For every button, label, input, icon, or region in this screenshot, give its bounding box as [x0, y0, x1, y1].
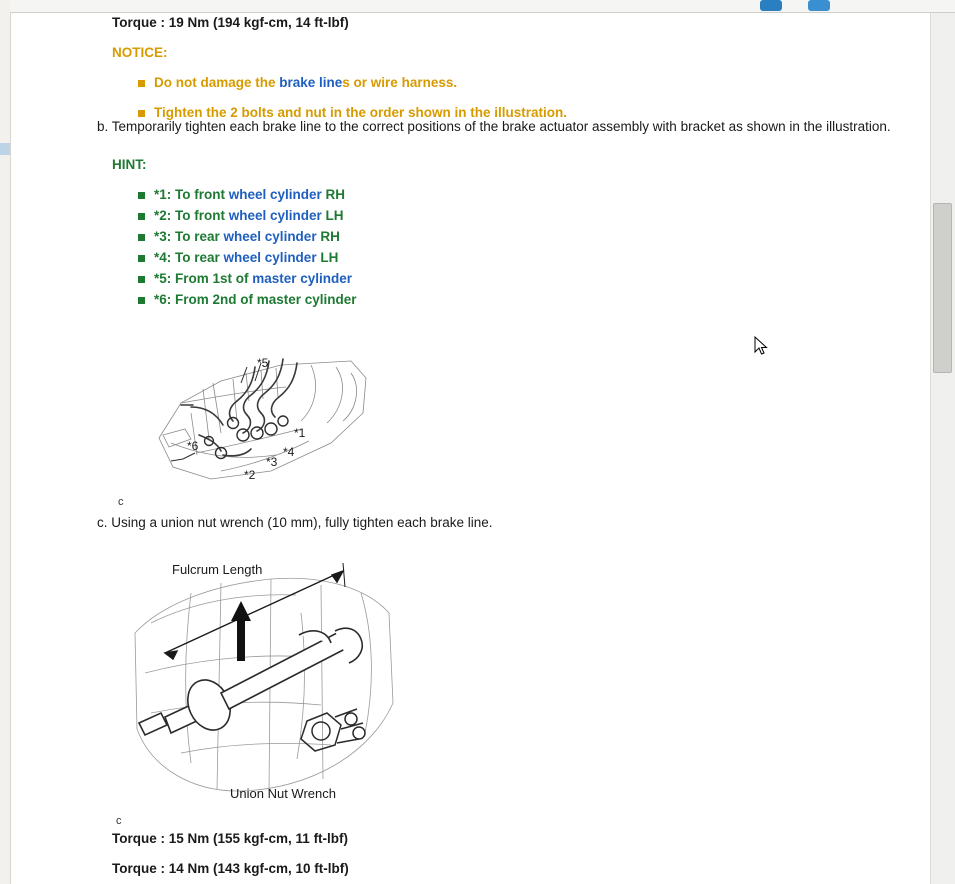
- bullet-square-icon: [138, 255, 145, 262]
- hint-item-link[interactable]: wheel cylinder: [223, 250, 317, 265]
- blue-circle-icon[interactable]: [760, 0, 782, 11]
- notice-item-text: [154, 75, 457, 90]
- bullet-square-icon: [138, 276, 145, 283]
- bullet-square-icon: [138, 297, 145, 304]
- hint-item-link[interactable]: wheel cylinder: [223, 229, 317, 244]
- notice-item-post: s or wire harness.: [342, 75, 458, 90]
- fulcrum-length-label: Fulcrum Length: [172, 562, 263, 577]
- callout-1: *1: [294, 426, 306, 440]
- notice-item: [138, 75, 457, 90]
- hint-item-pre: *1: To front: [154, 187, 229, 202]
- bullet-square-icon: [138, 110, 145, 117]
- bullet-square-icon: [138, 192, 145, 199]
- step-c-text: Using a union nut wrench (10 mm), fully tighten each brake line.: [111, 515, 493, 530]
- step-b: [97, 117, 897, 138]
- vertical-scrollbar[interactable]: [930, 13, 955, 884]
- scrollbar-thumb[interactable]: [933, 203, 952, 373]
- callout-6: *6: [187, 439, 199, 453]
- bullet-square-icon: [138, 234, 145, 241]
- brake-actuator-illustration: [151, 343, 391, 506]
- hint-item-link[interactable]: wheel cylinder: [228, 208, 322, 223]
- callout-4: *4: [283, 445, 295, 459]
- hint-item-post: RH: [321, 187, 346, 202]
- step-b-label: b.: [97, 119, 109, 134]
- step-c-label: c.: [97, 515, 108, 530]
- bullet-square-icon: [138, 213, 145, 220]
- hint-item: [138, 250, 338, 265]
- callout-5: *5: [257, 356, 269, 370]
- figure1-caption-marker: c: [118, 496, 124, 508]
- notice-item-pre: Do not damage the: [154, 75, 280, 90]
- hint-item-pre: *2: To front: [154, 208, 229, 223]
- torque-value-top: Torque : 19 Nm (194 kgf-cm, 14 ft-lbf): [112, 15, 349, 30]
- left-gutter-accent: [0, 143, 10, 155]
- hint-item: [138, 229, 340, 244]
- notice-item-text: Tighten the 2 bolts and nut in the order shown in the illustration.: [154, 105, 568, 120]
- hint-item: [138, 208, 344, 223]
- hint-heading: HINT:: [112, 157, 147, 172]
- hint-item-pre: *3: To rear: [154, 229, 224, 244]
- hint-item-link[interactable]: master cylinder: [252, 271, 353, 286]
- left-gutter: [0, 0, 11, 884]
- hint-item: [138, 187, 345, 202]
- hint-item-pre: *4: To rear: [154, 250, 224, 265]
- hint-item-link: master cylinder: [256, 292, 357, 307]
- hint-item: [138, 292, 357, 307]
- step-c: [97, 513, 897, 534]
- torque-value-bottom-2: Torque : 14 Nm (143 kgf-cm, 10 ft-lbf): [112, 861, 349, 876]
- torque-value-bottom-1: Torque : 15 Nm (155 kgf-cm, 11 ft-lbf): [112, 831, 349, 846]
- notice-item-link[interactable]: brake line: [279, 75, 343, 90]
- blue-window-icon[interactable]: [808, 0, 830, 11]
- hint-item: [138, 271, 352, 286]
- union-nut-wrench-illustration: [121, 553, 411, 806]
- callout-3: *3: [266, 455, 278, 469]
- hint-item-pre: *5: From 1st of: [154, 271, 253, 286]
- hint-item-post: LH: [321, 208, 344, 223]
- hint-item-link[interactable]: wheel cylinder: [228, 187, 322, 202]
- top-toolbar-strip: [10, 0, 955, 13]
- hint-item-post: RH: [316, 229, 340, 244]
- union-nut-wrench-label: Union Nut Wrench: [230, 786, 336, 801]
- step-b-text: Temporarily tighten each brake line to the correct positions of the brake actuator assembly with bracket as shown in the illustration.: [111, 119, 891, 134]
- hint-item-post: LH: [316, 250, 339, 265]
- figure2-caption-marker: c: [116, 815, 122, 827]
- document-content-pane: [11, 13, 930, 884]
- hint-item-pre: *6: From 2nd of: [154, 292, 257, 307]
- bullet-square-icon: [138, 80, 145, 87]
- callout-2: *2: [244, 468, 256, 482]
- notice-heading: NOTICE:: [112, 45, 168, 60]
